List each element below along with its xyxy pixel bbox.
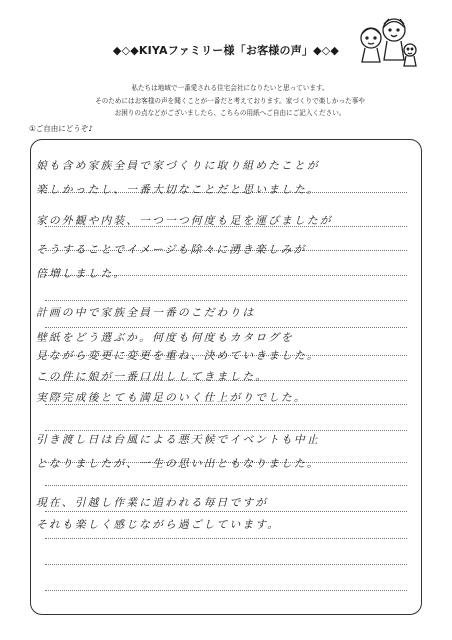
intro-line: 私たちは地域で一番愛される住宅会社になりたいと思っています。 [131, 84, 329, 92]
handwritten-line: 倍増しました。 [36, 267, 127, 280]
ruled-line [45, 430, 407, 431]
handwritten-line: 壁紙をどう選ぶか。何度も何度もカタログを [36, 331, 294, 344]
handwritten-line: 実際完成後とても満足のいく仕上がりでした。 [36, 391, 307, 404]
handwritten-line: それも楽しく感じながら過ごしています。 [36, 518, 281, 531]
handwritten-line: 楽しかったし、一番大切なことだと思いました。 [36, 183, 320, 196]
ruled-line [45, 538, 407, 539]
intro-line: お困りの点などがございましたら、こちらの用紙へご自由にご記入ください。 [114, 109, 346, 117]
handwritten-line: 現在、引越し作業に追われる毎日ですが [36, 496, 269, 509]
section-label: ①ご自由にどうぞ♪ [29, 124, 94, 133]
handwritten-line: となりましたが、一生の思い出ともなりました。 [36, 457, 320, 470]
handwritten-line: 娘も含め家族全員で家づくりに取り組めたことが [36, 159, 320, 172]
ruled-line [45, 300, 407, 301]
family-doodle-icon [356, 14, 418, 70]
ruled-line [45, 485, 407, 486]
ruled-line [45, 564, 407, 565]
handwritten-line: この件に娘が一番口出ししてきました。 [36, 370, 269, 383]
ruled-line [45, 327, 407, 328]
intro-line: そのためにはお客様の声を聞くことが一番だと考えております。家づくりで楽しかった事や [95, 96, 365, 105]
handwritten-line: 見ながら変更に変更を重ね、決めていきました。 [36, 349, 320, 362]
handwritten-line: 計画の中で家族全員一番のこだわりは [36, 306, 256, 319]
page-title: ◆◇◆KIYAファミリー様「お客様の声」◆◇◆ [112, 44, 340, 57]
handwritten-line: 引き渡し日は台風による悪天候でイベントも中止 [36, 433, 320, 446]
handwritten-line: そうすることでイメージも除々に湧き楽しみが [36, 243, 307, 256]
intro-text [40, 82, 420, 120]
handwritten-line: 家の外観や内装、一つ一つ何度も足を運びましたが [36, 214, 333, 227]
ruled-line [45, 511, 407, 512]
ruled-line [45, 590, 407, 591]
